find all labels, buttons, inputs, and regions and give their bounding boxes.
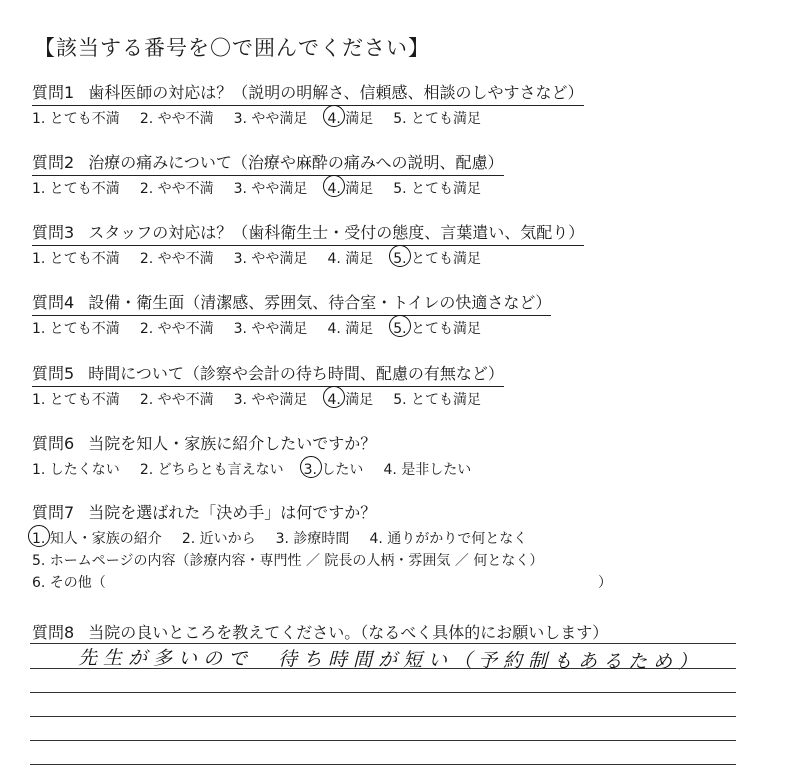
q7-option-3[interactable]: 3. 診療時間	[275, 531, 350, 547]
question-7-number: 質問7	[32, 503, 75, 522]
question-7-options-row1	[32, 528, 547, 548]
q2-option-5[interactable]: 5. とても満足	[393, 181, 482, 197]
answer-line-2	[30, 668, 736, 669]
question-3-number: 質問3	[32, 223, 75, 242]
q4-option-1[interactable]: 1. とても不満	[32, 321, 120, 337]
question-2-heading	[32, 150, 504, 176]
question-5-heading	[32, 361, 504, 387]
answer-line-4	[30, 716, 736, 717]
question-8-number: 質問8	[32, 623, 75, 642]
q5-option-4-selected[interactable]: 4. 満足	[327, 389, 373, 409]
q4-option-5-selected[interactable]: 5. とても満足	[393, 318, 481, 338]
question-2-text: 治療の痛みについて（治療や麻酔の痛みへの説明、配慮）	[88, 153, 504, 172]
q4-option-2[interactable]: 2. やや不満	[139, 321, 214, 337]
question-1-text: 歯科医師の対応は？（説明の明解さ、信頼感、相談のしやすさなど）	[88, 83, 584, 102]
q1-option-4-selected[interactable]: 4. 満足	[327, 108, 373, 128]
question-2-number: 質問2	[32, 153, 75, 172]
q5-option-3[interactable]: 3. やや満足	[233, 392, 308, 408]
q7-option-2[interactable]: 2. 近いから	[181, 531, 256, 547]
question-4-text: 設備・衛生面（清潔感、雰囲気、待合室・トイレの快適さなど）	[88, 293, 552, 312]
question-8-heading	[32, 620, 608, 645]
q6-option-2[interactable]: 2. どちらとも言えない	[139, 462, 284, 478]
q6-option-3-selected[interactable]: 3. したい	[304, 459, 364, 479]
question-6-text: 当院を知人・家族に紹介したいですか？	[88, 434, 377, 453]
question-1-heading	[32, 80, 584, 106]
q3-option-5-selected[interactable]: 5. とても満足	[393, 248, 481, 268]
question-5-text: 時間について（診察や会計の待ち時間、配慮の有無など）	[88, 364, 504, 383]
question-1-number: 質問1	[32, 83, 75, 102]
q6-option-1[interactable]: 1. したくない	[32, 462, 120, 478]
answer-line-3	[30, 692, 736, 693]
q5-option-5[interactable]: 5. とても満足	[393, 392, 482, 408]
q2-option-1[interactable]: 1. とても不満	[32, 181, 120, 197]
q1-option-1[interactable]: 1. とても不満	[32, 111, 120, 127]
question-5-number: 質問5	[32, 364, 75, 383]
question-7-heading	[32, 500, 376, 525]
question-6-heading	[32, 431, 376, 456]
question-3-heading	[32, 220, 584, 246]
question-4-options	[32, 318, 501, 338]
question-4-number: 質問4	[32, 293, 75, 312]
q4-option-4[interactable]: 4. 満足	[327, 321, 374, 337]
question-5-options	[32, 389, 501, 409]
question-6-number: 質問6	[32, 434, 75, 453]
q3-option-2[interactable]: 2. やや不満	[139, 251, 214, 267]
question-3-text: スタッフの対応は？（歯科衛生士・受付の態度、言葉遣い、気配り）	[88, 223, 585, 242]
question-7-text: 当院を選ばれた「決め手」は何ですか？	[88, 503, 377, 522]
q2-option-3[interactable]: 3. やや満足	[233, 181, 308, 197]
q1-option-3[interactable]: 3. やや満足	[233, 111, 308, 127]
q4-option-3[interactable]: 3. やや満足	[233, 321, 308, 337]
question-2-options	[32, 178, 501, 198]
q3-option-4[interactable]: 4. 満足	[327, 251, 374, 267]
q7-option-6-close-paren: ）	[598, 575, 612, 591]
q5-option-1[interactable]: 1. とても不満	[32, 392, 120, 408]
question-4-heading	[32, 290, 551, 316]
q3-option-3[interactable]: 3. やや満足	[233, 251, 308, 267]
q3-option-1[interactable]: 1. とても不満	[32, 251, 120, 267]
q1-option-5[interactable]: 5. とても満足	[393, 111, 482, 127]
question-6-options	[32, 459, 491, 479]
answer-line-6	[30, 764, 736, 765]
q2-option-2[interactable]: 2. やや不満	[139, 181, 214, 197]
q7-option-6[interactable]: 6. その他（	[32, 575, 106, 591]
page-title: 【該当する番号を〇で囲んでください】	[34, 36, 430, 60]
q6-option-4[interactable]: 4. 是非したい	[383, 462, 472, 478]
q7-option-5[interactable]: 5. ホームページの内容（診療内容・専門性 ／ 院長の人柄・雰囲気 ／ 何となく）	[32, 553, 544, 569]
q2-option-4-selected[interactable]: 4. 満足	[327, 178, 373, 198]
q1-option-2[interactable]: 2. やや不満	[139, 111, 214, 127]
answer-line-5	[30, 740, 736, 741]
q7-option-4[interactable]: 4. 通りがかりで何となく	[369, 531, 528, 547]
q7-option-1-selected[interactable]: 1. 知人・家族の紹介	[32, 528, 162, 548]
question-3-options	[32, 248, 501, 268]
q5-option-2[interactable]: 2. やや不満	[139, 392, 214, 408]
question-8-text: 当院の良いところを教えてください。（なるべく具体的にお願いします）	[88, 623, 609, 642]
handwritten-answer[interactable]: 先生が多いので 待ち時間が短い（予約制もあるため）	[77, 646, 704, 674]
question-1-options	[32, 108, 501, 128]
